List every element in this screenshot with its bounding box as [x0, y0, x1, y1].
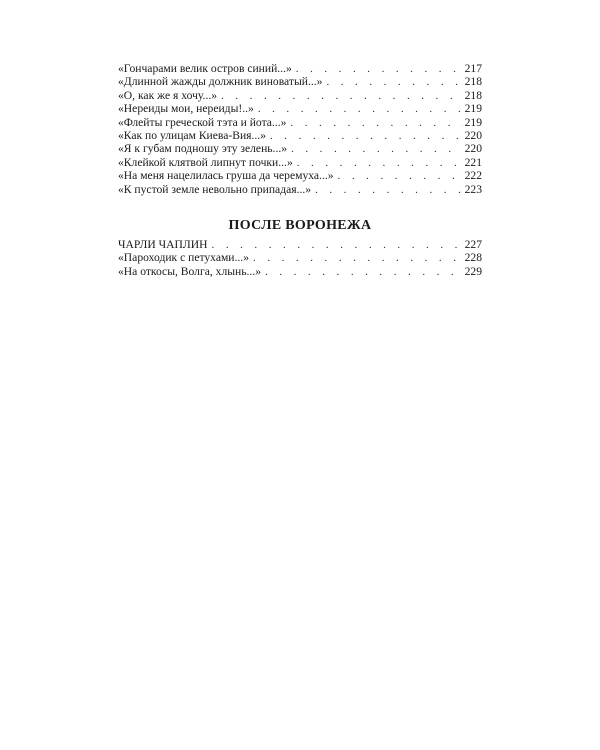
- toc-entry[interactable]: [118, 89, 482, 102]
- toc-entry-page: 219: [464, 102, 482, 116]
- toc-entry-page: 227: [464, 237, 482, 251]
- toc-leader-dots: [270, 130, 463, 143]
- toc-entry-page: 228: [464, 251, 482, 265]
- toc-entry-page: 218: [464, 75, 482, 89]
- toc-entry[interactable]: [118, 238, 482, 251]
- toc-entry[interactable]: [118, 102, 482, 115]
- toc-entry-page: 222: [464, 169, 482, 183]
- toc-entry-title: «Нереиды мои, нереиды!..»: [118, 102, 254, 116]
- toc-entry[interactable]: [118, 129, 482, 142]
- toc-entry-title: ЧАРЛИ ЧАПЛИН: [118, 237, 208, 251]
- toc-leader-dots: [291, 143, 463, 156]
- toc-leader-dots: [338, 170, 463, 183]
- toc-entry[interactable]: [118, 156, 482, 169]
- toc-entry-title: «Как по улицам Киева-Вия...»: [118, 128, 266, 142]
- toc-leader-dots: [212, 239, 463, 252]
- toc-entry-title: «На откосы, Волга, хлынь...»: [118, 264, 262, 278]
- toc-entry[interactable]: [118, 75, 482, 88]
- toc-leader-dots: [315, 184, 463, 197]
- toc-entry-page: 218: [464, 88, 482, 102]
- toc-leader-dots: [297, 157, 463, 170]
- toc-leader-dots: [265, 266, 463, 279]
- toc-leader-dots: [296, 63, 463, 76]
- toc-entry-title: «К пустой земле невольно припадая...»: [118, 182, 312, 196]
- section-heading: ПОСЛЕ ВОРОНЕЖА: [228, 217, 372, 233]
- toc-entry-page: 220: [464, 142, 482, 156]
- toc-entry-page: 219: [464, 115, 482, 129]
- toc-entry-page: 223: [464, 182, 482, 196]
- toc-entry-page: 220: [464, 128, 482, 142]
- toc-entry-title: «О, как же я хочу...»: [118, 88, 218, 102]
- toc-leader-dots: [326, 76, 462, 89]
- toc-entry-page: 221: [464, 155, 482, 169]
- toc-leader-dots: [221, 90, 463, 103]
- toc-entry-title: «Флейты греческой тэта и йота...»: [118, 115, 287, 129]
- toc-entry[interactable]: [118, 183, 482, 196]
- toc-entry-page: 229: [464, 264, 482, 278]
- toc-entry-title: «На меня нацелилась груша да черемуха...»: [118, 169, 334, 183]
- toc-entry[interactable]: [118, 62, 482, 75]
- toc-entry-title: «Пароходик с петухами...»: [118, 251, 250, 265]
- toc-entry[interactable]: [118, 265, 482, 278]
- toc-page: [118, 62, 482, 278]
- toc-entry[interactable]: [118, 251, 482, 264]
- toc-entry-title: «Длинной жажды должник виноватый...»: [118, 75, 323, 89]
- toc-entry-title: «Гончарами велик остров синий...»: [118, 62, 292, 75]
- toc-list-group-1: [118, 62, 482, 196]
- toc-list-group-2: [118, 238, 482, 278]
- toc-entry[interactable]: [118, 116, 482, 129]
- toc-leader-dots: [290, 117, 462, 130]
- toc-entry[interactable]: [118, 169, 482, 182]
- toc-leader-dots: [253, 252, 463, 265]
- toc-entry-title: «Клейкой клятвой липнут почки...»: [118, 155, 293, 169]
- toc-entry-title: «Я к губам подношу эту зелень...»: [118, 142, 288, 156]
- toc-entry-page: 217: [464, 62, 482, 75]
- toc-entry[interactable]: [118, 142, 482, 155]
- toc-leader-dots: [258, 103, 463, 116]
